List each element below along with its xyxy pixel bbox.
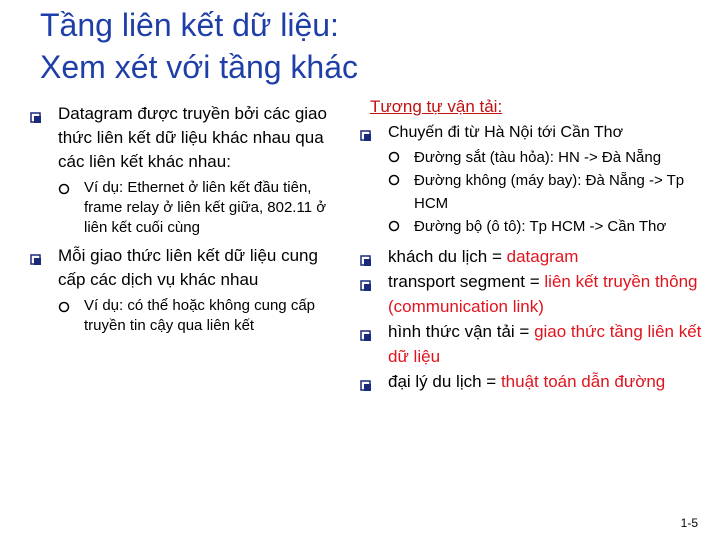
analogy-heading: Tương tự vận tải: bbox=[370, 97, 503, 116]
square-bullet-icon bbox=[360, 249, 372, 261]
square-bullet-icon bbox=[360, 127, 372, 139]
left-sub-1-text: Ví dụ: Ethernet ở liên kết đầu tiên, frame relay ở liên kết giữa, 802.11 ở liên kết cuối cùng bbox=[84, 179, 327, 236]
right-column bbox=[360, 96, 710, 394]
circle-bullet-icon bbox=[388, 174, 400, 188]
trip-sub-3-text: Đường bộ (ô tô): Tp HCM -> Cần Thơ bbox=[414, 218, 667, 235]
title-line-2: Xem xét với tầng khác bbox=[40, 49, 359, 85]
analogy-meaning: thuật toán dẫn đường bbox=[500, 372, 666, 391]
analogy-equals: = bbox=[525, 272, 545, 291]
analogy-bullet-2 bbox=[360, 269, 710, 319]
square-bullet-icon bbox=[360, 274, 372, 286]
square-bullet-icon bbox=[30, 107, 42, 119]
analogy-equals: = bbox=[514, 322, 535, 341]
analogy-bullet-1 bbox=[360, 244, 710, 269]
title-line-1: Tầng liên kết dữ liệu: bbox=[40, 7, 339, 43]
square-bullet-icon bbox=[360, 374, 372, 386]
trip-sub-1 bbox=[388, 146, 710, 169]
trip-sub-2-text: Đường không (máy bay): Đà Nẵng -> Tp HCM bbox=[414, 172, 685, 212]
circle-bullet-icon bbox=[388, 220, 400, 234]
analogy-meaning: giao thức tầng liên kết dữ liệu bbox=[388, 322, 702, 366]
left-sub-1 bbox=[58, 178, 350, 238]
left-sub-2-text: Ví dụ: có thể hoặc không cung cấp truyền tin cậy qua liên kết bbox=[84, 297, 315, 334]
left-bullet-1-text: Datagram được truyền bởi các giao thức liên kết dữ liệu khác nhau qua các liên kết khác nhau: bbox=[58, 104, 327, 171]
trip-sub-2 bbox=[388, 169, 710, 215]
analogy-equals: = bbox=[481, 372, 501, 391]
analogy-term: đại lý du lịch bbox=[388, 372, 482, 391]
square-bullet-icon bbox=[30, 249, 42, 261]
analogy-equals: = bbox=[487, 247, 507, 266]
analogy-term: hình thức vận tải bbox=[388, 322, 515, 341]
left-bullet-2 bbox=[30, 244, 350, 292]
circle-bullet-icon bbox=[58, 301, 70, 315]
circle-bullet-icon bbox=[58, 183, 70, 197]
circle-bullet-icon bbox=[388, 151, 400, 165]
trip-sub-1-text: Đường sắt (tàu hỏa): HN -> Đà Nẵng bbox=[414, 149, 662, 166]
analogy-meaning: liên kết truyền thông (communication link) bbox=[388, 272, 698, 316]
left-sub-2 bbox=[58, 296, 350, 336]
left-bullet-2-text: Mỗi giao thức liên kết dữ liệu cung cấp các dịch vụ khác nhau bbox=[58, 246, 318, 289]
trip-sub-3 bbox=[388, 215, 710, 238]
page-number: 1-5 bbox=[680, 516, 698, 530]
trip-bullet bbox=[360, 122, 710, 144]
analogy-term: khách du lịch bbox=[388, 247, 488, 266]
square-bullet-icon bbox=[360, 324, 372, 336]
slide-title bbox=[40, 4, 358, 88]
analogy-meaning: datagram bbox=[506, 247, 579, 266]
analogy-bullet-3 bbox=[360, 319, 710, 369]
analogy-bullet-4 bbox=[360, 369, 710, 394]
trip-text: Chuyến đi từ Hà Nội tới Cần Thơ bbox=[388, 124, 624, 141]
left-column bbox=[30, 102, 350, 336]
left-bullet-1 bbox=[30, 102, 350, 174]
analogy-term: transport segment bbox=[388, 272, 526, 291]
